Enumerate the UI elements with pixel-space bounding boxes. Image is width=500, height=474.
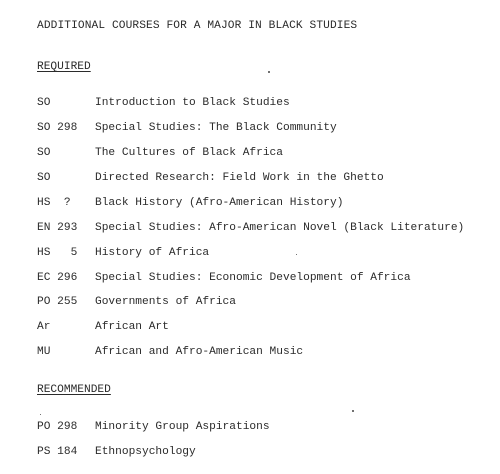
recommended-heading: RECOMMENDED xyxy=(37,384,111,396)
course-title: Special Studies: Economic Development of Africa xyxy=(95,272,411,284)
course-title: Black History (Afro-American History) xyxy=(95,197,344,209)
course-code: HS 5 xyxy=(37,247,78,259)
list-item xyxy=(37,346,497,364)
course-title: Directed Research: Field Work in the Ghetto xyxy=(95,172,384,184)
list-item xyxy=(37,421,497,439)
list-item xyxy=(37,147,497,165)
course-code: Ar xyxy=(37,321,51,333)
list-item xyxy=(37,97,497,115)
course-code: EN 293 xyxy=(37,222,78,234)
course-title: Minority Group Aspirations xyxy=(95,421,270,433)
course-title: History of Africa xyxy=(95,247,210,259)
scan-speck xyxy=(268,71,270,73)
list-item xyxy=(37,272,497,290)
list-item xyxy=(37,122,497,140)
list-item xyxy=(37,222,497,240)
course-code: SO xyxy=(37,147,51,159)
required-heading: REQUIRED xyxy=(37,61,91,73)
course-title: The Cultures of Black Africa xyxy=(95,147,283,159)
course-title: Governments of Africa xyxy=(95,296,236,308)
list-item xyxy=(37,172,497,190)
scan-speck xyxy=(40,414,41,415)
course-title: African and Afro-American Music xyxy=(95,346,304,358)
course-code: PS 184 xyxy=(37,446,78,458)
course-code: MU xyxy=(37,346,51,358)
course-title: African Art xyxy=(95,321,169,333)
course-code: PO 298 xyxy=(37,421,78,433)
course-title: Ethnopsychology xyxy=(95,446,196,458)
course-code: SO 298 xyxy=(37,122,78,134)
scan-speck xyxy=(352,410,354,412)
course-title: Special Studies: The Black Community xyxy=(95,122,337,134)
course-code: EC 296 xyxy=(37,272,78,284)
list-item xyxy=(37,197,497,215)
scan-speck xyxy=(296,254,297,255)
list-item xyxy=(37,321,497,339)
course-code: HS ? xyxy=(37,197,71,209)
course-code: SO xyxy=(37,97,51,109)
document-title: ADDITIONAL COURSES FOR A MAJOR IN BLACK STUDIES xyxy=(37,20,358,32)
course-code: PO 255 xyxy=(37,296,78,308)
course-code: SO xyxy=(37,172,51,184)
course-title: Introduction to Black Studies xyxy=(95,97,290,109)
list-item xyxy=(37,446,497,464)
course-title: Special Studies: Afro-American Novel (Black Literature) xyxy=(95,222,465,234)
list-item xyxy=(37,247,497,265)
list-item xyxy=(37,296,497,314)
